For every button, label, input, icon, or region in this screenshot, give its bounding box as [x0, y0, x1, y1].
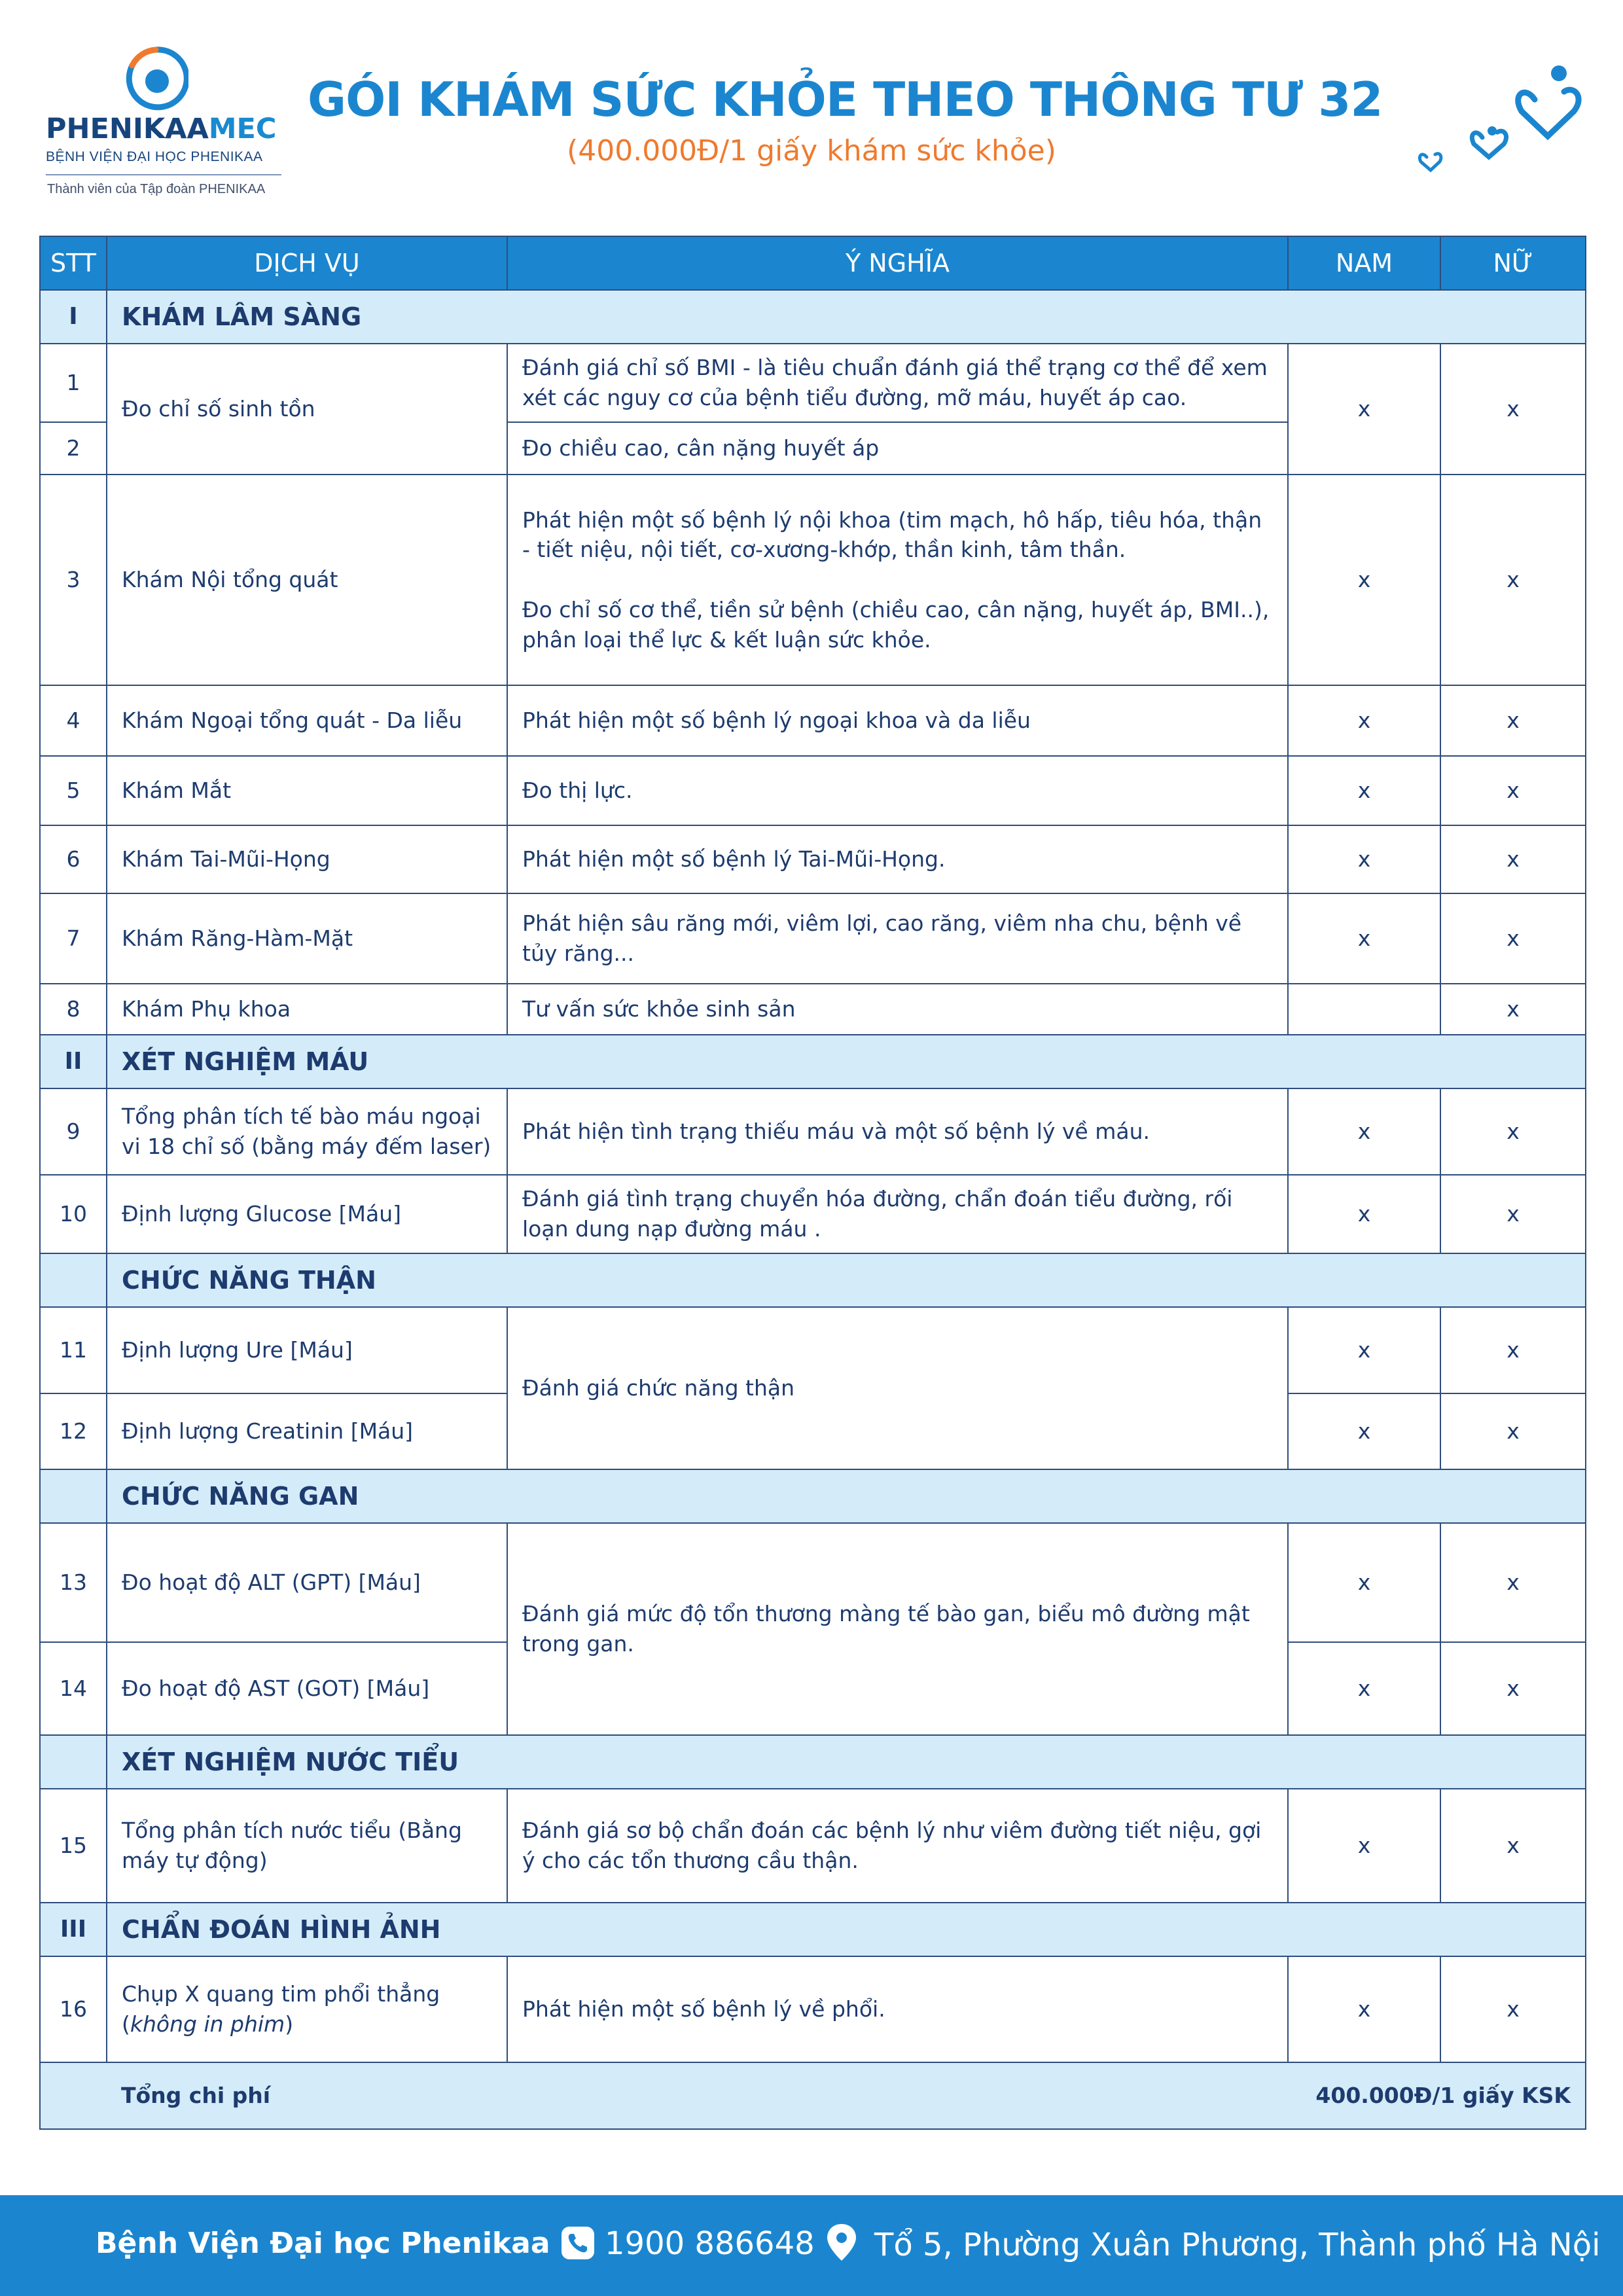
row-male-mark: x: [1288, 1307, 1440, 1393]
row-male-mark: [1288, 984, 1440, 1035]
row-service: Đo chỉ số sinh tồn: [107, 344, 507, 475]
row-male-mark: x: [1288, 1523, 1440, 1642]
row-meaning: Đánh giá sơ bộ chẩn đoán các bệnh lý như viêm đường tiết niệu, gợi ý cho các tổn thương cầu thận.: [507, 1789, 1288, 1903]
table-row: [40, 984, 1586, 1035]
section-number: II: [40, 1035, 107, 1088]
service-table: [39, 236, 1586, 2130]
section-title: CHỨC NĂNG GAN: [107, 1469, 1586, 1523]
row-female-mark: x: [1440, 1789, 1586, 1903]
row-service: Định lượng Creatinin [Máu]: [107, 1393, 507, 1469]
row-service: Tổng phân tích nước tiểu (Bằng máy tự động): [107, 1789, 507, 1903]
row-service: Khám Mắt: [107, 756, 507, 825]
row-meaning: Phát hiện một số bệnh lý về phổi.: [507, 1956, 1288, 2062]
section-row: [40, 1903, 1586, 1956]
section-row: [40, 1253, 1586, 1307]
logo-mark-icon: [123, 46, 188, 111]
row-service: Khám Ngoại tổng quát - Da liễu: [107, 685, 507, 756]
row-meaning: Đánh giá chỉ số BMI - là tiêu chuẩn đánh giá thể trạng cơ thể để xem xét các nguy cơ của bệnh tiểu đường, mỡ máu, huyết áp cao.: [507, 344, 1288, 422]
section-number: III: [40, 1903, 107, 1956]
section-number: [40, 1735, 107, 1789]
row-male-mark: x: [1288, 825, 1440, 893]
table-row: [40, 1175, 1586, 1253]
total-value: 400.000Đ/1 giấy KSK: [1288, 2062, 1586, 2129]
section-title: XÉT NGHIỆM NƯỚC TIỂU: [107, 1735, 1586, 1789]
row-meaning: Đánh giá chức năng thận: [507, 1307, 1288, 1469]
row-service: [107, 1956, 507, 2062]
table-row: [40, 1088, 1586, 1175]
row-meaning: Phát hiện tình trạng thiếu máu và một số bệnh lý về máu.: [507, 1088, 1288, 1175]
row-stt: 10: [40, 1175, 107, 1253]
row-stt: 2: [40, 422, 107, 475]
row-service: Tổng phân tích tế bào máu ngoại vi 18 chỉ số (bằng máy đếm laser): [107, 1088, 507, 1175]
row-service: Đo hoạt độ AST (GOT) [Máu]: [107, 1642, 507, 1735]
row-stt: 12: [40, 1393, 107, 1469]
row-meaning: Đánh giá mức độ tổn thương màng tế bào gan, biểu mô đường mật trong gan.: [507, 1523, 1288, 1735]
section-row: [40, 1035, 1586, 1088]
row-female-mark: x: [1440, 344, 1586, 475]
table-row: [40, 1307, 1586, 1393]
row-female-mark: x: [1440, 1175, 1586, 1253]
row-stt: 16: [40, 1956, 107, 2062]
col-header-male: NAM: [1288, 236, 1440, 290]
row-female-mark: x: [1440, 893, 1586, 984]
footer-phone[interactable]: 1900 886648: [605, 2225, 815, 2262]
section-number: [40, 1253, 107, 1307]
row-stt: 7: [40, 893, 107, 984]
row-male-mark: x: [1288, 475, 1440, 685]
row-meaning-part-a: Phát hiện một số bệnh lý nội khoa (tim mạch, hô hấp, tiêu hóa, thận - tiết niệu, nội tiết, cơ-xương-khớp, thần kinh, tâm thần.: [522, 507, 1262, 563]
row-female-mark: x: [1440, 1642, 1586, 1735]
location-pin-icon: [825, 2223, 859, 2262]
total-label: Tổng chi phí: [107, 2062, 1288, 2129]
row-stt: 14: [40, 1642, 107, 1735]
row-male-mark: x: [1288, 756, 1440, 825]
row-meaning-part-b: Đo chỉ số cơ thể, tiền sử bệnh (chiều cao, cân nặng, huyết áp, BMI..), phân loại thể lực & kết luận sức khỏe.: [522, 597, 1270, 653]
table-row: [40, 685, 1586, 756]
row-male-mark: x: [1288, 1956, 1440, 2062]
table-row: [40, 756, 1586, 825]
row-male-mark: x: [1288, 893, 1440, 984]
row-meaning: Phát hiện một số bệnh lý Tai-Mũi-Họng.: [507, 825, 1288, 893]
row-male-mark: x: [1288, 1642, 1440, 1735]
row-stt: 13: [40, 1523, 107, 1642]
brand-subtitle: BỆNH VIỆN ĐẠI HỌC PHENIKAA: [46, 149, 263, 164]
brand-name: PHENIKAAMEC: [46, 113, 277, 145]
row-female-mark: x: [1440, 685, 1586, 756]
table-row: [40, 1956, 1586, 2062]
row-stt: 6: [40, 825, 107, 893]
section-row: [40, 290, 1586, 344]
row-service: Đo hoạt độ ALT (GPT) [Máu]: [107, 1523, 507, 1642]
footer-address: Tổ 5, Phường Xuân Phương, Thành phố Hà Nội: [874, 2227, 1601, 2263]
row-stt: 5: [40, 756, 107, 825]
row-male-mark: x: [1288, 344, 1440, 475]
row-female-mark: x: [1440, 1956, 1586, 2062]
footer-hospital-name: Bệnh Viện Đại học Phenikaa: [96, 2227, 550, 2260]
total-spacer: [40, 2062, 107, 2129]
row-stt: 1: [40, 344, 107, 422]
row-meaning: Đánh giá tình trạng chuyển hóa đường, chẩn đoán tiểu đường, rối loạn dung nạp đường máu .: [507, 1175, 1288, 1253]
row-meaning: Tư vấn sức khỏe sinh sản: [507, 984, 1288, 1035]
section-row: [40, 1735, 1586, 1789]
row-service-line-1: Chụp X quang tim phổi thẳng: [122, 1981, 440, 2007]
section-title: KHÁM LÂM SÀNG: [107, 290, 1586, 344]
row-female-mark: x: [1440, 756, 1586, 825]
row-male-mark: x: [1288, 1393, 1440, 1469]
row-meaning: Phát hiện một số bệnh lý ngoại khoa và da liễu: [507, 685, 1288, 756]
row-male-mark: x: [1288, 1175, 1440, 1253]
section-number: I: [40, 290, 107, 344]
row-service: Khám Phụ khoa: [107, 984, 507, 1035]
total-row: [40, 2062, 1586, 2129]
row-meaning: Phát hiện sâu răng mới, viêm lợi, cao răng, viêm nha chu, bệnh về tủy răng...: [507, 893, 1288, 984]
paragraph-gap: [522, 565, 1273, 595]
row-stt: 4: [40, 685, 107, 756]
brand-divider: [46, 174, 281, 175]
table-row: [40, 825, 1586, 893]
row-male-mark: x: [1288, 685, 1440, 756]
page-title: GÓI KHÁM SỨC KHỎE THEO THÔNG TƯ 32: [308, 72, 1383, 127]
row-service-line-2: (không in phim): [122, 2011, 294, 2037]
table-row: [40, 893, 1586, 984]
row-female-mark: x: [1440, 1393, 1586, 1469]
row-stt: 3: [40, 475, 107, 685]
row-service: Khám Tai-Mũi-Họng: [107, 825, 507, 893]
row-female-mark: x: [1440, 1088, 1586, 1175]
section-title: XÉT NGHIỆM MÁU: [107, 1035, 1586, 1088]
row-stt: 15: [40, 1789, 107, 1903]
row-service: Khám Nội tổng quát: [107, 475, 507, 685]
brand-logo: [39, 46, 288, 203]
row-stt: 11: [40, 1307, 107, 1393]
row-female-mark: x: [1440, 475, 1586, 685]
section-number: [40, 1469, 107, 1523]
phone-icon: [560, 2225, 596, 2261]
col-header-service: DỊCH VỤ: [107, 236, 507, 290]
row-service: Khám Răng-Hàm-Mặt: [107, 893, 507, 984]
hearts-decoration-icon: [1414, 59, 1597, 190]
table-row: [40, 344, 1586, 422]
row-male-mark: x: [1288, 1088, 1440, 1175]
col-header-meaning: Ý NGHĨA: [507, 236, 1288, 290]
row-service: Định lượng Ure [Máu]: [107, 1307, 507, 1393]
footer-bar: [0, 2195, 1623, 2296]
row-female-mark: x: [1440, 1523, 1586, 1642]
table-row: [40, 1523, 1586, 1642]
row-service: Định lượng Glucose [Máu]: [107, 1175, 507, 1253]
section-title: CHỨC NĂNG THẬN: [107, 1253, 1586, 1307]
row-female-mark: x: [1440, 1307, 1586, 1393]
col-header-female: NỮ: [1440, 236, 1586, 290]
table-row: [40, 1789, 1586, 1903]
section-title: CHẨN ĐOÁN HÌNH ẢNH: [107, 1903, 1586, 1956]
table-header-row: [40, 236, 1586, 290]
page-subtitle: (400.000Đ/1 giấy khám sức khỏe): [567, 134, 1056, 168]
row-male-mark: x: [1288, 1789, 1440, 1903]
table-row: [40, 475, 1586, 685]
brand-member-text: Thành viên của Tập đoàn PHENIKAA: [47, 182, 266, 196]
row-meaning: Đo chiều cao, cân nặng huyết áp: [507, 422, 1288, 475]
row-stt: 9: [40, 1088, 107, 1175]
row-stt: 8: [40, 984, 107, 1035]
row-meaning: Đo thị lực.: [507, 756, 1288, 825]
row-meaning: [507, 475, 1288, 685]
col-header-stt: STT: [40, 236, 107, 290]
section-row: [40, 1469, 1586, 1523]
row-female-mark: x: [1440, 825, 1586, 893]
row-female-mark: x: [1440, 984, 1586, 1035]
